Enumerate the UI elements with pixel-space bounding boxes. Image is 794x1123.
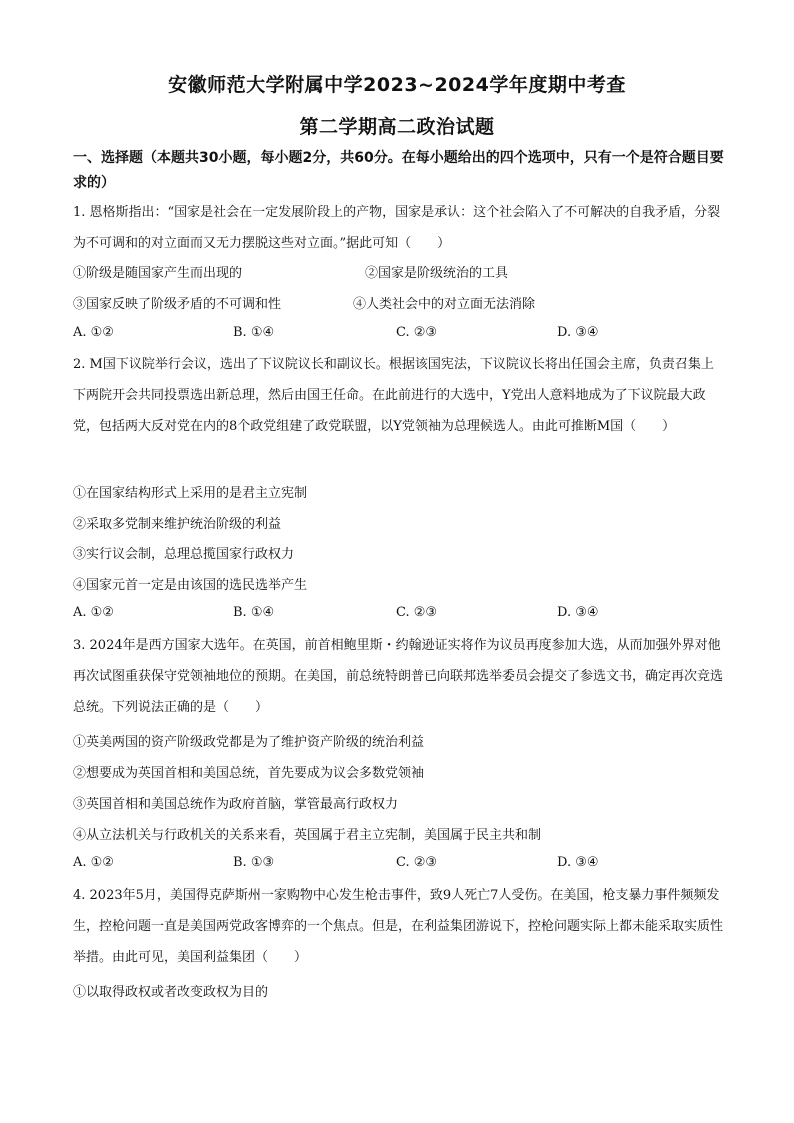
- question-2-choice-c: C. ②③: [396, 605, 438, 620]
- question-4-stem: 4. 2023年5月，美国得克萨斯州一家购物中心发生枪击事件，致9人死亡7人受伤。在美国，枪支暴力事件频频发生，控枪问题一直是美国两党政客博弈的一个焦点。但是，在利益集团游说下，控枪问题实际上都未能采取实质性举措。由此可见，美国利益集团（ ）: [73, 888, 724, 965]
- question-3-choice-d: D. ③④: [557, 855, 599, 870]
- question-3-item-2: ②想要成为英国首相和美国总统，首先要成为议会多数党领袖: [73, 766, 425, 781]
- question-2-choice-a: A. ①②: [73, 605, 114, 620]
- question-2-item-1: ①在国家结构形式上采用的是君主立宪制: [73, 486, 308, 501]
- question-2-item-4: ④国家元首一定是由该国的选民选举产生: [73, 578, 308, 593]
- question-1-choice-c: C. ②③: [396, 325, 438, 340]
- exam-subtitle: 第二学期高二政治试题: [299, 116, 495, 138]
- question-2-stem: 2. M国下议院举行会议，选出了下议院议长和副议长。根据该国宪法，下议院议长将出任国会主席，负责召集上下两院开会共同投票选出新总理，然后由国王任命。在此前进行的大选中，Y党出人意料地成为了下议院最大政党，包括两大反对党在内的8个政党组建了政党联盟，以Y党领袖为总理候选人。由此可推断M国（ ）: [73, 357, 714, 434]
- question-1-choice-b: B. ①④: [233, 325, 275, 340]
- question-1-stem: 1. 恩格斯指出：“国家是社会在一定发展阶段上的产物，国家是承认：这个社会陷入了不可解决的自我矛盾，分裂为不可调和的对立面而又无力摆脱这些对立面。”据此可知（ ）: [73, 205, 721, 251]
- section-heading: 一、选择题（本题共30小题，每小题2分，共60分。在每小题给出的四个选项中，只有一个是符合题目要求的）: [73, 150, 724, 191]
- question-2-item-2: ②采取多党制来维护统治阶级的利益: [73, 517, 282, 532]
- question-3-item-3: ③英国首相和美国总统作为政府首脑，掌管最高行政权力: [73, 797, 399, 812]
- question-1-item-1: ①阶级是随国家产生而出现的: [73, 266, 243, 281]
- question-2-choice-d: D. ③④: [557, 605, 599, 620]
- question-1-item-4: ④人类社会中的对立面无法消除: [353, 297, 536, 312]
- question-3-item-4: ④从立法机关与行政机关的关系来看，英国属于君主立宪制，美国属于民主共和制: [73, 828, 542, 843]
- question-1-item-2: ②国家是阶级统治的工具: [365, 266, 509, 281]
- question-1-item-3: ③国家反映了阶级矛盾的不可调和性: [73, 297, 282, 312]
- question-1-choice-a: A. ①②: [73, 325, 114, 340]
- question-3-choice-c: C. ②③: [396, 855, 438, 870]
- question-3-choice-b: B. ①③: [233, 855, 275, 870]
- question-1-choice-d: D. ③④: [557, 325, 599, 340]
- question-4-item-1: ①以取得政权或者改变政权为目的: [73, 985, 269, 1000]
- question-3-choice-a: A. ①②: [73, 855, 114, 870]
- question-3-item-1: ①英美两国的资产阶级政党都是为了维护资产阶级的统治利益: [73, 735, 425, 750]
- question-2-item-3: ③实行议会制，总理总揽国家行政权力: [73, 547, 295, 562]
- exam-title: 安徽师范大学附属中学2023~2024学年度期中考查: [168, 74, 626, 96]
- question-2-choice-b: B. ①④: [233, 605, 275, 620]
- question-3-stem: 3. 2024年是西方国家大选年。在英国，前首相鲍里斯・约翰逊证实将作为议员再度参加大选，从而加强外界对他再次试图重获保守党领袖地位的预期。在美国，前总统特朗普已向联邦选举委员会提交了参选文书，确定再次竞选总统。下列说法正确的是（ ）: [73, 638, 724, 715]
